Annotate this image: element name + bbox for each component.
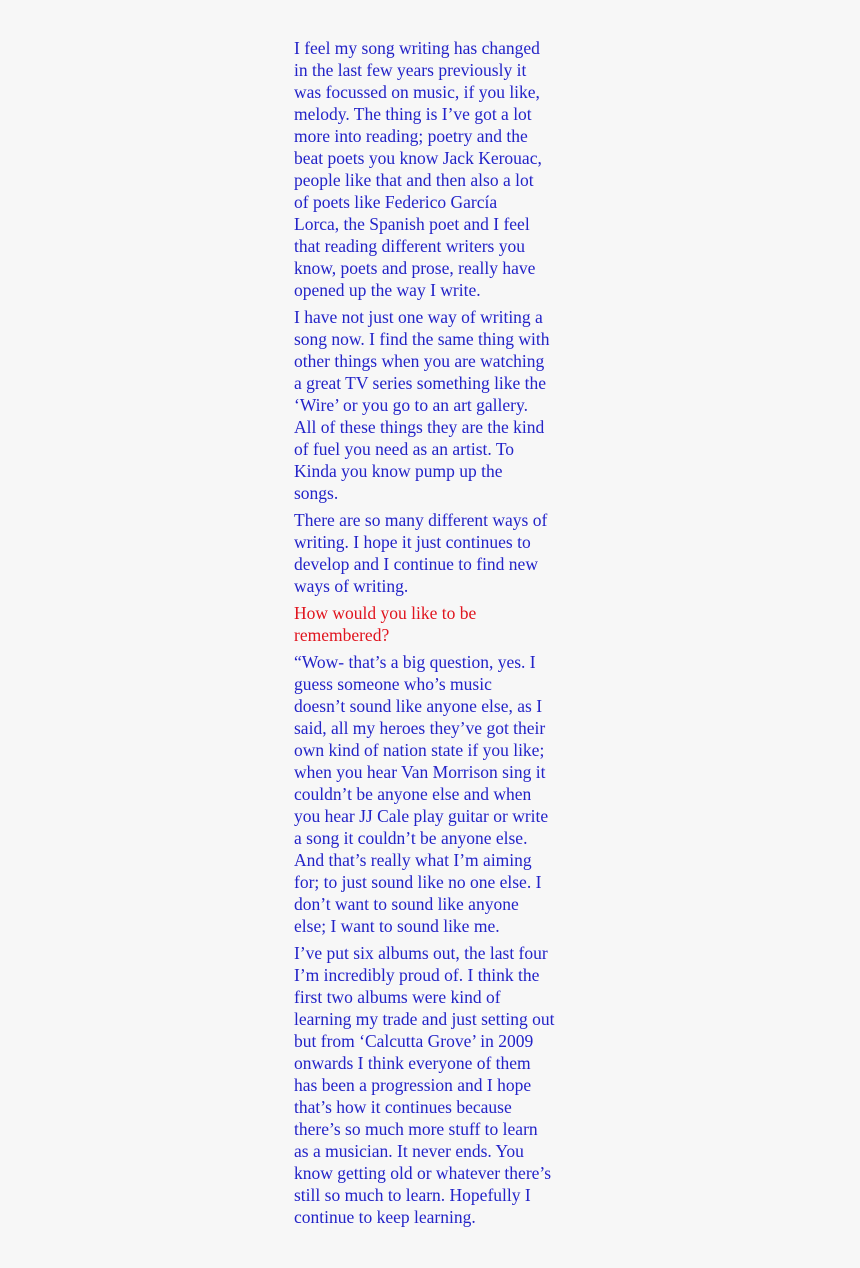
answer-paragraph: “Wow- that’s a big question, yes. I guess someone who’s music doesn’t sound like anyone else, as I said, all my heroes they’ve got their own kind of nation state if you like; when you hear Van Morrison sing it couldn’t be anyone else and when you hear JJ Cale play guitar or write a song it couldn’t be anyone else. And that’s really what I’m aiming for; to just sound like no one else. I don’t want to sound like anyone else; I want to sound like me. <box>294 652 549 936</box>
answer-paragraph: I’ve put six albums out, the last four I’m incredibly proud of. I think the first two albums were kind of learning my trade and just setting out but from ‘Calcutta Grove’ in 2009 onwards I think everyone of them has been a progression and I hope that’s how it continues because there’s so much more stuff to learn as a musician. It never ends. You know getting old or whatever there’s still so much to learn. Hopefully I continue to keep learning. <box>294 943 555 1227</box>
answer-paragraph: There are so many different ways of writing. I hope it just continues to develop and I continue to find new ways of writing. <box>294 510 548 596</box>
interview-question: How would you like to be remembered? <box>294 603 477 645</box>
answer-paragraph: I have not just one way of writing a song now. I find the same thing with other things when you are watching a great TV series something like the ‘Wire’ or you go to an art gallery. All of these things they are the kind of fuel you need as an artist. To Kinda you know pump up the songs. <box>294 307 550 503</box>
answer-paragraph: I feel my song writing has changed in the last few years previously it was focussed on music, if you like, melody. The thing is I’ve got a lot more into reading; poetry and the beat poets you know Jack Kerouac, people like that and then also a lot of poets like Federico García Lorca, the Spanish poet and I feel that reading different writers you know, poets and prose, really have opened up the way I write. <box>294 38 542 300</box>
interview-text <box>294 37 576 1233</box>
